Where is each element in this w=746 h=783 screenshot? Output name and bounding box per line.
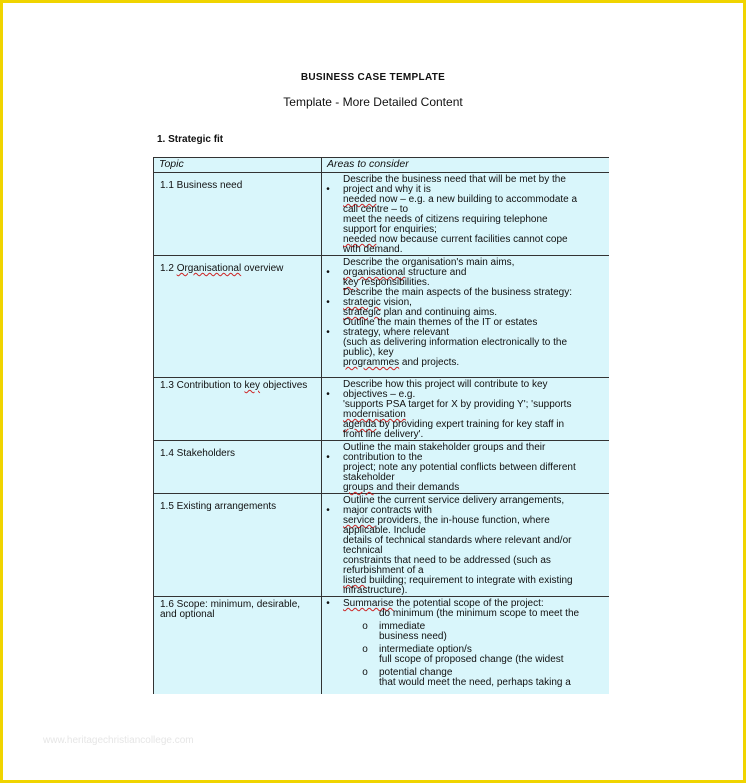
area-line-text: Describe how this project will contribute to key [343, 379, 548, 390]
area-line [322, 358, 607, 368]
header-topic: Topic [154, 158, 322, 173]
table-row [154, 494, 610, 597]
table-row [154, 378, 610, 441]
area-line-text: refurbishment of a [343, 565, 424, 576]
row-topic: 1.5 Existing arrangements [154, 494, 322, 597]
area-line-text: agenda by providing expert training for key staff in [343, 419, 565, 430]
table-row [154, 441, 610, 494]
row-areas [322, 256, 610, 378]
area-line [322, 483, 607, 493]
area-line-text: Outline the main themes of the IT or estates [343, 317, 538, 328]
table-body [154, 173, 610, 695]
table-row [154, 597, 610, 695]
area-line-text: potential change [379, 667, 453, 678]
bullet-icon: • [326, 598, 330, 609]
area-line-text: major contracts with [343, 505, 432, 516]
area-line-text: programmes and projects. [343, 357, 460, 368]
area-line [322, 678, 607, 688]
area-line-text: Describe the organisation's main aims, [343, 257, 515, 268]
area-line [322, 586, 607, 596]
row-topic: 1.2 Organisational overview [154, 256, 322, 378]
row-areas [322, 597, 610, 695]
area-line-text: Outline the main stakeholder groups and their [343, 442, 546, 453]
strategic-fit-table [153, 157, 609, 694]
area-line-text: stakeholder [343, 472, 395, 483]
area-line [322, 655, 607, 665]
area-line-text: organisational structure and [343, 267, 467, 278]
sub-bullet-icon: o [362, 667, 368, 678]
area-line-text: Outline the current service delivery arrangements, [343, 495, 565, 506]
row-topic: 1.6 Scope: minimum, desirable, and optional [154, 597, 322, 695]
area-line-text: project; note any potential conflicts between different [343, 462, 576, 473]
area-line-text: groups and their demands [343, 482, 460, 493]
bullet-icon: • [326, 452, 330, 463]
bullet-icon: • [326, 184, 330, 195]
area-line-text: Describe the main aspects of the business strategy: [343, 287, 573, 298]
area-line-text: call centre – to [343, 204, 409, 215]
area-line-text: Summarise the potential scope of the project: [343, 598, 544, 609]
sub-bullet-icon: o [362, 644, 368, 655]
row-topic: 1.1 Business need [154, 173, 322, 256]
strategic-fit-table-viewport [153, 157, 609, 694]
area-line-text: applicable. Include [343, 525, 426, 536]
area-line [322, 430, 607, 440]
row-areas [322, 494, 610, 597]
area-line-text: 'supports PSA target for X by providing Y'; 'supports [343, 399, 572, 410]
area-line-text: with demand. [343, 244, 403, 255]
area-line-text: constraints that need to be addressed (such as [343, 555, 551, 566]
area-line-text: project and why it is [343, 184, 431, 195]
bullet-icon: • [326, 327, 330, 338]
area-line-text: details of technical standards where relevant and/or [343, 535, 572, 546]
row-topic: 1.4 Stakeholders [154, 441, 322, 494]
area-line-text: contribution to the [343, 452, 423, 463]
sub-bullet-icon: o [362, 621, 368, 632]
area-line-text: modernisation [343, 409, 406, 420]
area-line-text: strategic plan and continuing aims. [343, 307, 497, 318]
row-areas [322, 378, 610, 441]
table-header-row [154, 158, 610, 173]
area-line-text: intermediate option/s [379, 644, 472, 655]
row-topic: 1.3 Contribution to key objectives [154, 378, 322, 441]
area-line-text: full scope of proposed change (the widest [379, 654, 564, 665]
area-line-text: key responsibilities. [343, 277, 430, 288]
bullet-icon: • [326, 389, 330, 400]
area-line-text: needed now because current facilities cannot cope [343, 234, 568, 245]
bullet-icon: • [326, 505, 330, 516]
area-line-text: strategy, where relevant [343, 327, 449, 338]
bullet-icon: • [326, 267, 330, 278]
area-line-text: do minimum (the minimum scope to meet the [379, 608, 580, 619]
table-row [154, 173, 610, 256]
area-line-text: service providers, the in-house function, where [343, 515, 550, 526]
area-line-text: Describe the business need that will be met by the [343, 174, 566, 185]
area-line [322, 609, 607, 619]
area-line-text: public), key [343, 347, 394, 358]
area-line-text: meet the needs of citizens requiring telephone [343, 214, 548, 225]
table-row [154, 256, 610, 378]
area-line-text: (such as delivering information electronically to the [343, 337, 567, 348]
area-line-text: business need) [379, 631, 447, 642]
area-line [322, 245, 607, 255]
watermark: www.heritagechristiancollege.com [43, 735, 194, 746]
area-line-text: that would meet the need, perhaps taking a [379, 677, 571, 688]
area-line [322, 622, 607, 632]
area-line-text: immediate [379, 621, 426, 632]
area-line-text: strategic vision, [343, 297, 412, 308]
area-line-text: listed building; requirement to integrate with existing [343, 575, 573, 586]
area-line-text: front line delivery'. [343, 429, 424, 440]
area-line [322, 632, 607, 642]
area-line-text: technical [343, 545, 383, 556]
row-areas [322, 441, 610, 494]
header-areas: Areas to consider [322, 158, 610, 173]
section-heading: 1. Strategic fit [157, 134, 224, 145]
row-areas [322, 173, 610, 256]
area-line-text: support for enquiries; [343, 224, 437, 235]
area-line-text: infrastructure). [343, 585, 408, 596]
document-subtitle: Template - More Detailed Content [283, 95, 463, 109]
document-title: BUSINESS CASE TEMPLATE [300, 72, 446, 83]
area-line-text: needed now – e.g. a new building to accommodate a [343, 194, 578, 205]
area-line-text: objectives – e.g. [343, 389, 416, 400]
bullet-icon: • [326, 297, 330, 308]
